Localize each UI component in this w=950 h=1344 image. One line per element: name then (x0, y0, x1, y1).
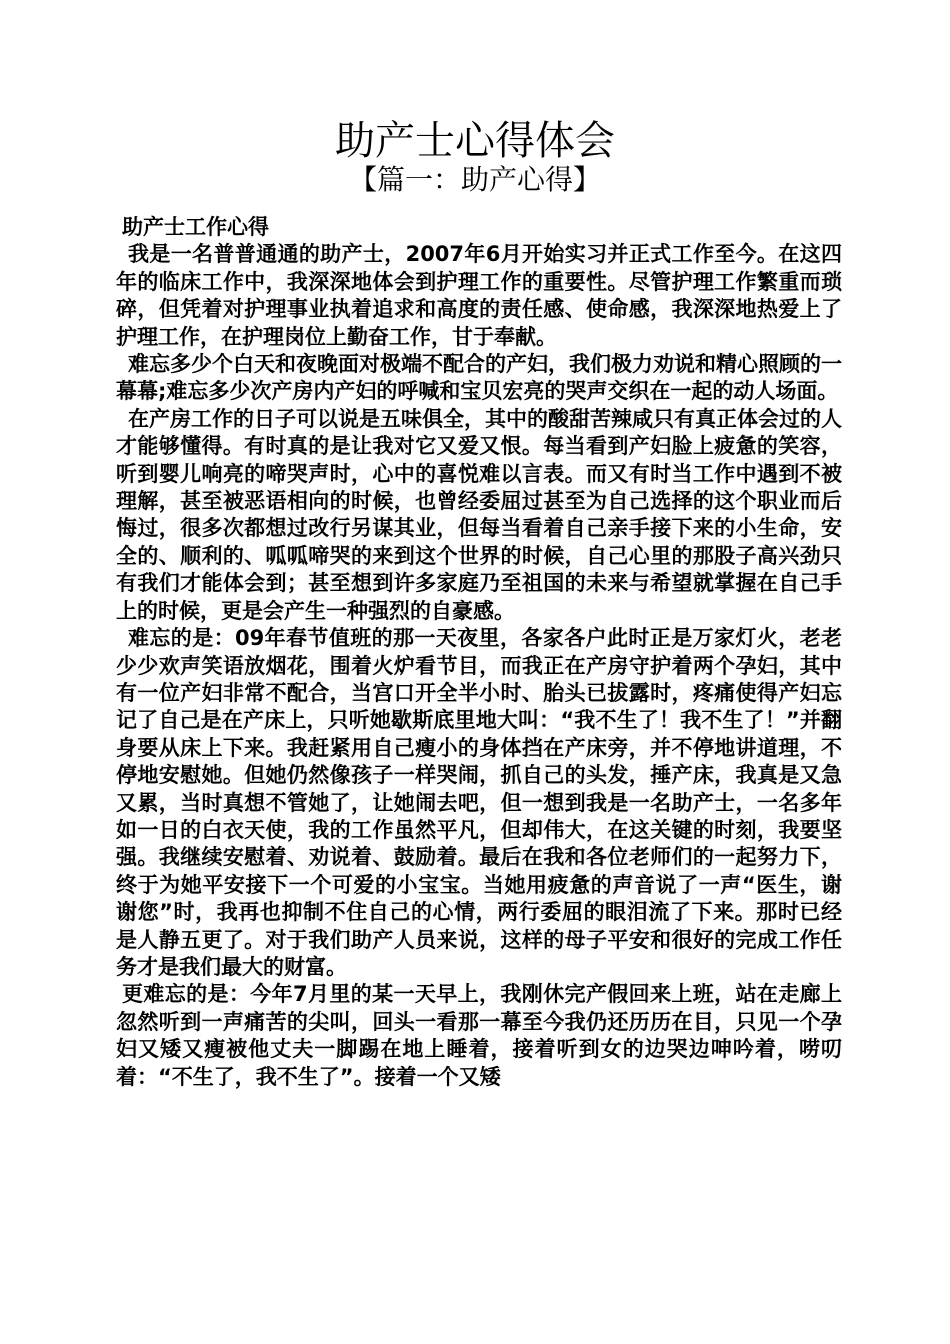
paragraph-2: 难忘多少个白天和夜晚面对极端不配合的产妇，我们极力劝说和精心照顾的一幕幕;难忘多少次产房内产妇的呼喊和宝贝宏亮的哭声交织在一起的动人场面。 (116, 352, 842, 404)
paragraph-3: 在产房工作的日子可以说是五味俱全，其中的酸甜苦辣咸只有真正体会过的人才能够懂得。有时真的是让我对它又爱又恨。每当看到产妇脸上疲惫的笑容，听到婴儿响亮的啼哭声时，心中的喜悦难以言表。而又有时当工作中遇到不被理解，甚至被恶语相向的时候，也曾经委屈过甚至为自己选择的这个职业而后悔过，很多次都想过改行另谋其业，但每当看着自己亲手接下来的小生命，安全的、顺利的、呱呱啼哭的来到这个世界的时候，自己心里的那股子高兴劲只有我们才能体会到；甚至想到许多家庭乃至祖国的未来与希望就掌握在自己手上的时候，更是会产生一种强烈的自豪感。 (116, 406, 842, 623)
document-title: 助产士心得体会 (335, 118, 615, 164)
document-body (116, 214, 842, 1091)
paragraph-5: 更难忘的是：今年7月里的某一天早上，我刚休完产假回来上班，站在走廊上忽然听到一声痛苦的尖叫，回头一看那一幕至今我仍还历历在目，只见一个孕妇又矮又瘦被他丈夫一脚踢在地上睡着，接着听到女的边哭边呻吟着，唠叨着：“不生了，我不生了”。接着一个又矮 (116, 982, 842, 1089)
document-subtitle: 【篇一：助产心得】 (348, 163, 601, 196)
section-heading: 助产士工作心得 (122, 215, 269, 239)
paragraph-1: 我是一名普普通通的助产士，2007年6月开始实习并正式工作至今。在这四年的临床工作中，我深深地体会到护理工作的重要性。尽管护理工作繁重而琐碎，但凭着对护理事业执着追求和高度的责任感、使命感，我深深地热爱上了护理工作，在护理岗位上勤奋工作，甘于奉献。 (116, 242, 842, 349)
paragraph-4: 难忘的是：09年春节值班的那一天夜里，各家各户此时正是万家灯火，老老少少欢声笑语放烟花，围着火炉看节目，而我正在产房守护着两个孕妇，其中有一位产妇非常不配合，当宫口开全半小时、胎头已拔露时，疼痛使得产妇忘记了自己是在产床上，只听她歇斯底里地大叫：“我不生了！我不生了！”并翻身要从床上下来。我赶紧用自己瘦小的身体挡在产床旁，并不停地讲道理，不停地安慰她。但她仍然像孩子一样哭闹，抓自己的头发，捶产床，我真是又急又累，当时真想不管她了，让她闹去吧，但一想到我是一名助产士，一名多年如一日的白衣天使，我的工作虽然平凡，但却伟大，在这关键的时刻，我要坚强。我继续安慰着、劝说着、鼓励着。最后在我和各位老师们的一起努力下，终于为她平安接下一个可爱的小宝宝。当她用疲惫的声音说了一声“医生，谢谢您”时，我再也抑制不住自己的心情，两行委屈的眼泪流了下来。那时已经是人静五更了。对于我们助产人员来说，这样的母子平安和很好的完成工作任务才是我们最大的财富。 (116, 626, 842, 979)
